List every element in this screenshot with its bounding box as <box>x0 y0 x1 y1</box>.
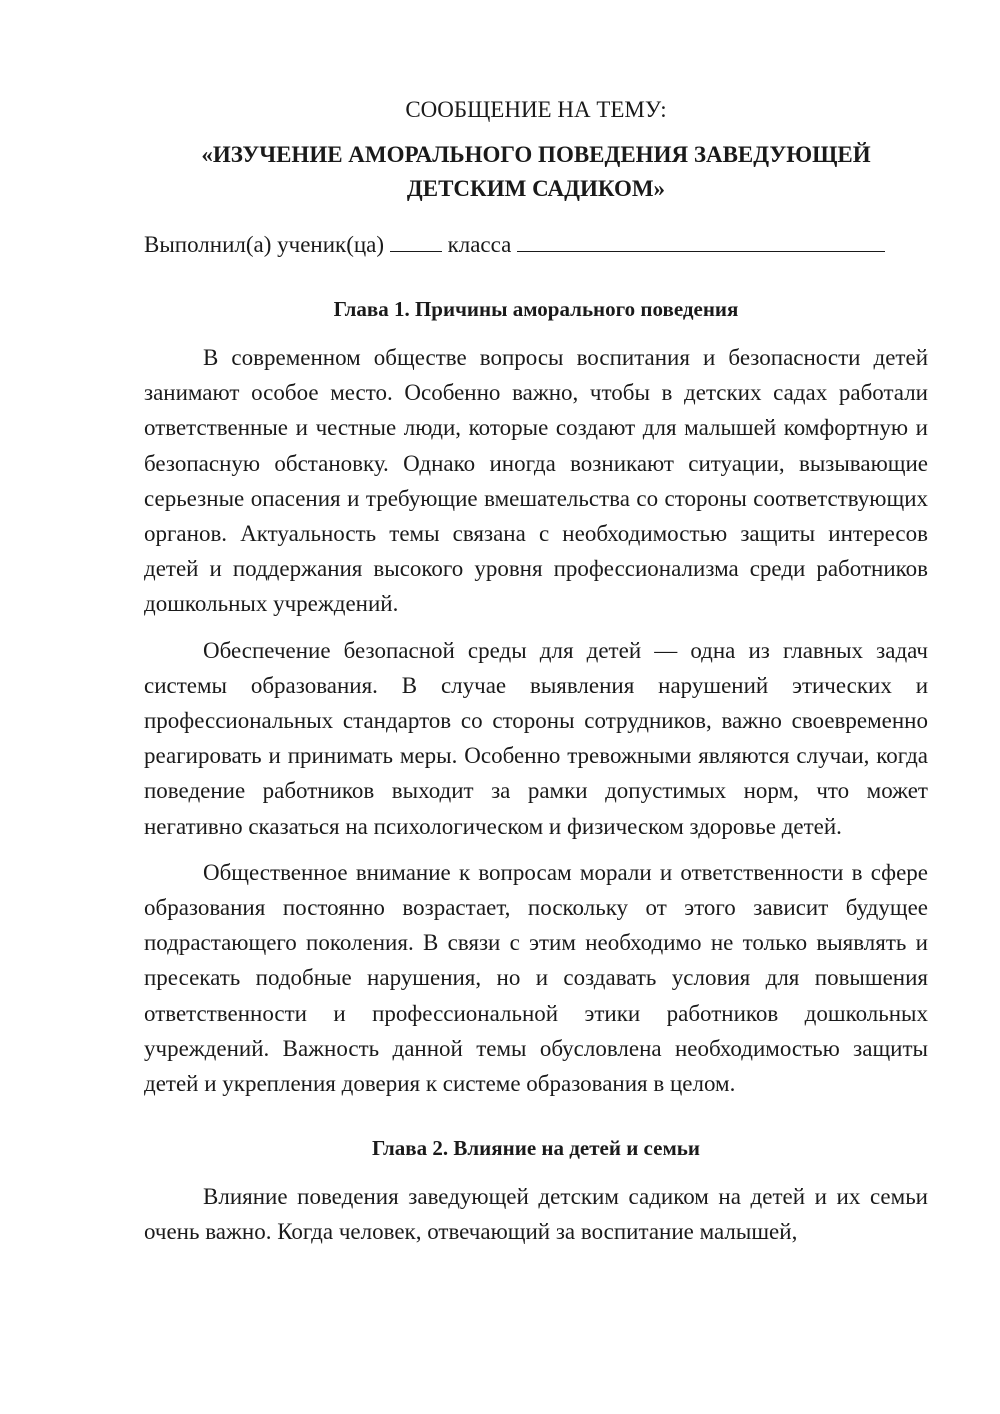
document-title: «ИЗУЧЕНИЕ АМОРАЛЬНОГО ПОВЕДЕНИЯ ЗАВЕДУЮЩЕЙ ДЕТСКИМ САДИКОМ» <box>201 142 871 201</box>
paragraph: Влияние поведения заведующей детским садиком на детей и их семьи очень важно. Когда человек, отвечающий за воспитание малышей, <box>144 1184 928 1245</box>
author-middle: класса <box>447 232 512 257</box>
chapter-title: Глава 2. Влияние на детей и семьи <box>372 1136 700 1161</box>
document-page <box>144 92 928 1250</box>
paragraph: Обеспечение безопасной среды для детей — одна из главных задач системы образования. В случае выявления нарушений этических и профессиональных стандартов со стороны сотрудников, важно своевременно реагировать и принимать меры. Особенно тревожными являются случаи, когда поведение работников выходит за рамки допустимых норм, что может негативно сказаться на психологическом и физическом здоровье детей. <box>144 637 928 839</box>
document-heading: СООБЩЕНИЕ НА ТЕМУ: <box>405 97 667 122</box>
author-prefix: Выполнил(а) ученик(ца) <box>144 232 385 257</box>
name-blank[interactable] <box>517 229 885 252</box>
paragraph: Общественное внимание к вопросам морали и ответственности в сфере образования постоянно возрастает, поскольку от этого зависит будущее подрастающего поколения. В связи с этим необходимо не только выявлять и пресекать подобные нарушения, но и создавать условия для повышения ответственности и профессиональной этики работников дошкольных учреждений. Важность данной темы обусловлена необходимостью защиты детей и укрепления доверия к системе образования в целом. <box>144 859 928 1097</box>
chapter-title: Глава 1. Причины аморального поведения <box>333 297 739 321</box>
grade-blank[interactable] <box>390 229 442 252</box>
paragraph: В современном обществе вопросы воспитания и безопасности детей занимают особое место. Особенно важно, чтобы в детских садах работали ответственные и честные люди, которые создают для малышей комфортную и безопасную обстановку. Однако иногда возникают ситуации, вызывающие серьезные опасения и требующие вмешательства со стороны соответствующих органов. Актуальность темы связана с необходимостью защиты интересов детей и поддержания высокого уровня профессионализма среди работников дошкольных учреждений. <box>144 345 928 617</box>
author-line <box>144 227 928 262</box>
